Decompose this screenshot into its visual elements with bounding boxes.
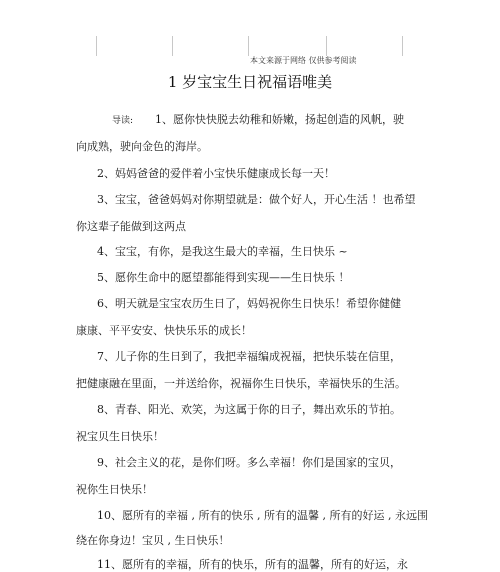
header-rule (96, 36, 97, 56)
paragraph-line: 祝宝贝生日快乐！ (76, 430, 164, 443)
source-note: 本文来源于网络 仅供参考阅读 (250, 56, 357, 65)
header-rule (172, 36, 173, 56)
header-rule (402, 36, 403, 56)
paragraph-line: 9、社会主义的花，是你们呀。多么幸福！你们是国家的宝贝， (97, 456, 401, 469)
paragraph-line: 3、宝宝，爸爸妈妈对你期望就是：做个好人，开心生活 ！也希望 (97, 193, 416, 206)
paragraph-line: 5、愿你生命中的愿望都能得到实现——生日快乐 ！ (97, 271, 350, 284)
paragraph-line: 2、妈妈爸爸的爱伴着小宝快乐健康成长每一天！ (97, 167, 335, 180)
paragraph-line: 向成熟，驶向金色的海岸。 (76, 140, 208, 153)
lead-label: 导读: (112, 116, 134, 126)
paragraph-line: 10、愿所有的幸福 , 所有的快乐 , 所有的温馨 , 所有的好运 , 永远围 (97, 509, 428, 522)
paragraph-line: 绕在你身边！宝贝 , 生日快乐！ (76, 534, 230, 547)
paragraph-line: 康康、平平安安、快快乐乐的成长！ (76, 324, 252, 337)
paragraph-line: 祝你生日快乐！ (76, 483, 153, 496)
paragraph-line: 7、儿子你的生日到了，我把幸福编成祝福，把快乐装在信里， (97, 350, 401, 363)
paragraph-line: 你这辈子能做到这两点 (76, 220, 186, 233)
paragraph-line: 8、青春、阳光、欢笑，为这属于你的日子，舞出欢乐的节拍。 (97, 403, 401, 416)
header-rule (326, 36, 327, 56)
paragraph-line: 把健康融在里面，一并送给你，祝福你生日快乐，幸福快乐的生活。 (76, 377, 406, 390)
paragraph-line: 6、明天就是宝宝农历生日了，妈妈祝你生日快乐！希望你健健 (97, 297, 401, 310)
document-title: 1 岁宝宝生日祝福语唯美 (167, 73, 333, 91)
paragraph-line: 导读: 1、愿你快快脱去幼稚和娇嫩，扬起创造的风帆，驶 (112, 113, 405, 126)
paragraph-line: 11、愿所有的幸福，所有的快乐，所有的温馨，所有的好运，永 (97, 558, 408, 571)
header-rule (248, 36, 249, 56)
paragraph-line: 4、宝宝，有你，是我这生最大的幸福，生日快乐 ~ (97, 245, 348, 258)
